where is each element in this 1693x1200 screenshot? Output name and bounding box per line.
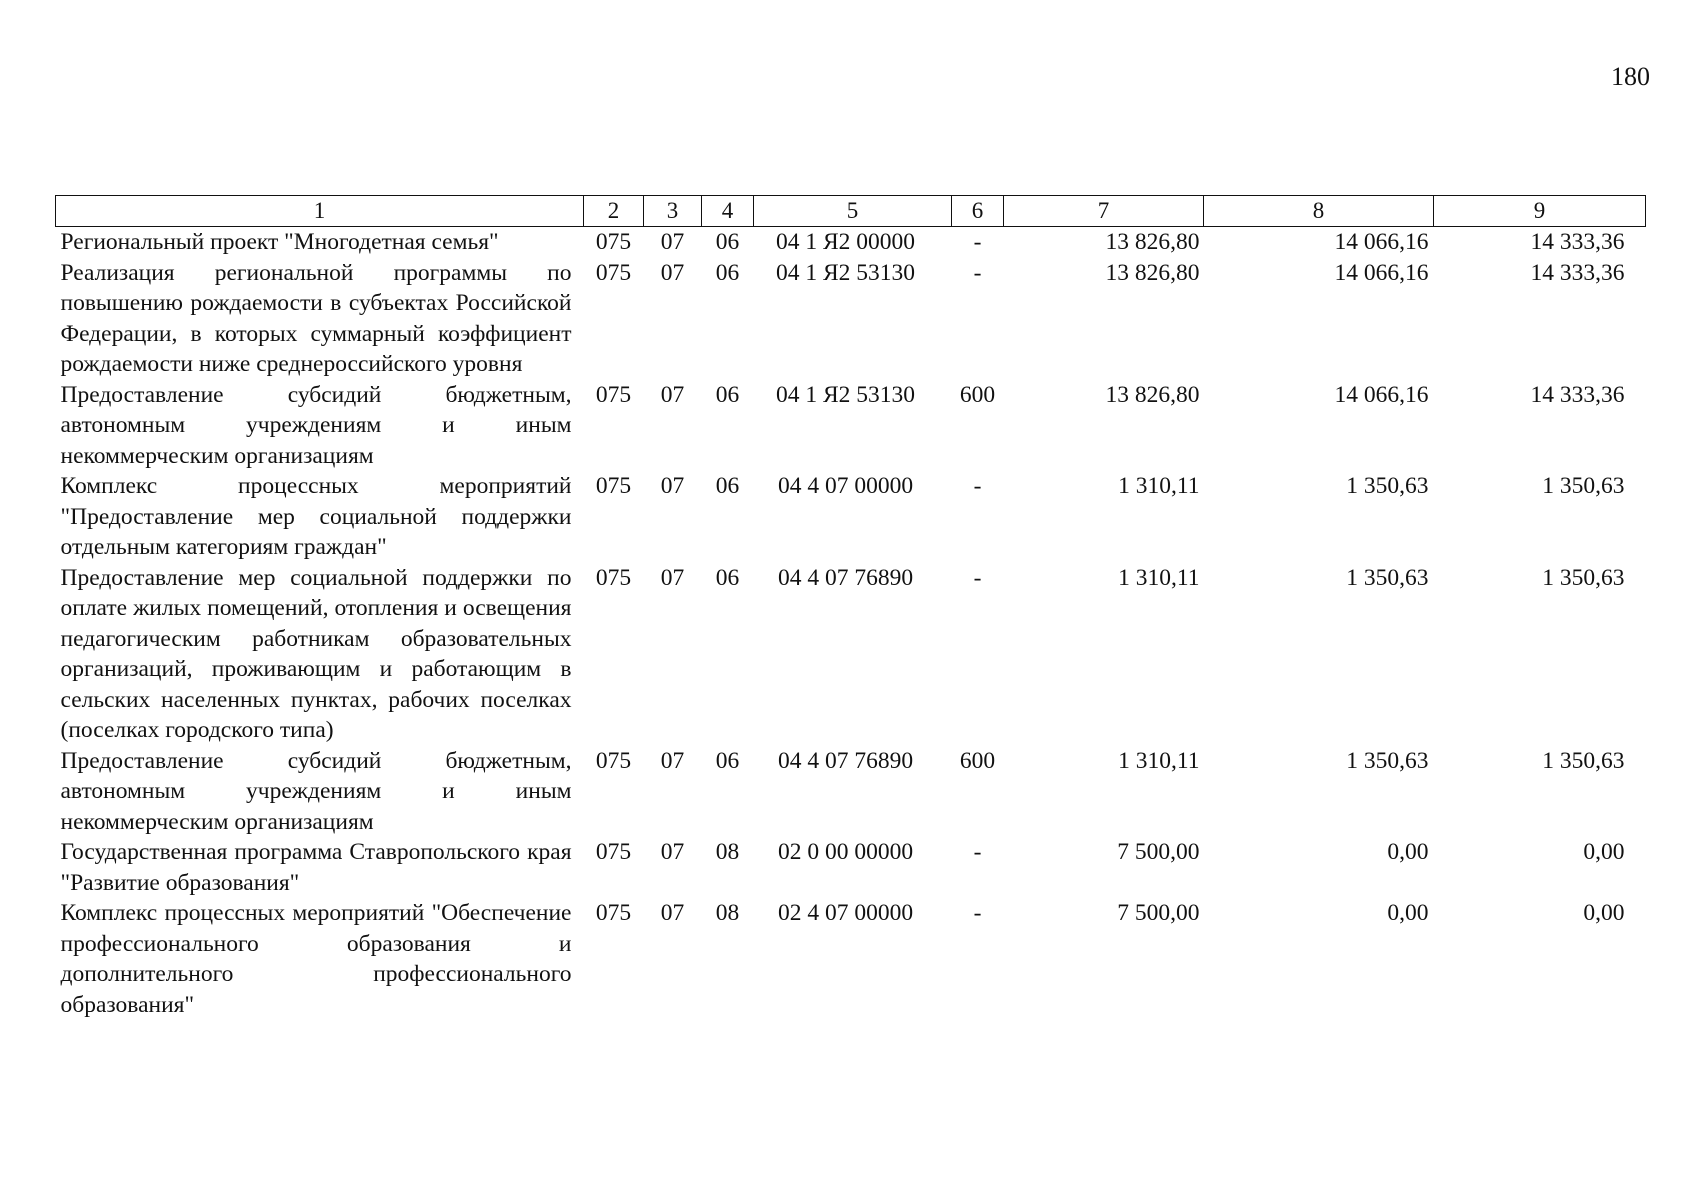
cell-section: 07 xyxy=(660,564,685,591)
cell-amount-col8: 1 350,63 xyxy=(1346,564,1429,591)
column-header-4: 4 xyxy=(702,196,754,227)
cell-target-article: 02 4 07 00000 xyxy=(777,900,914,926)
cell-subsection: 08 xyxy=(715,839,740,865)
cell-expense-type: - xyxy=(973,229,982,255)
cell-subsection: 06 xyxy=(715,381,740,408)
cell-expense-type: 600 xyxy=(959,381,996,408)
cell-target-article: 04 4 07 76890 xyxy=(777,747,914,774)
table-row xyxy=(56,563,1646,746)
row-name: Предоставление мер социальной поддержки по оплате жилых помещений, отопления и освещения педагогическим работникам образовательных организаций, проживающим и работающим в сельских населенных пунктах, рабочих поселках (поселках городского типа) xyxy=(60,564,572,743)
cell-amount-col9: 14 333,36 xyxy=(1530,229,1625,255)
table-row xyxy=(56,837,1646,898)
cell-subsection: 06 xyxy=(715,259,740,286)
cell-expense-type: - xyxy=(973,839,982,865)
cell-amount-col8: 0,00 xyxy=(1387,900,1429,926)
page-number: 180 xyxy=(1611,62,1650,91)
cell-amount-col8: 14 066,16 xyxy=(1334,259,1429,286)
cell-amount-col8: 14 066,16 xyxy=(1334,381,1429,408)
cell-amount-col8: 0,00 xyxy=(1387,839,1429,865)
cell-admin-code: 075 xyxy=(595,259,632,286)
cell-amount-col9: 1 350,63 xyxy=(1542,564,1625,591)
row-name: Предоставление субсидий бюджетным, автономным учреждениям и иным некоммерческим организациям xyxy=(60,747,572,835)
cell-amount-col8: 14 066,16 xyxy=(1334,229,1429,255)
cell-admin-code: 075 xyxy=(595,747,632,774)
cell-admin-code: 075 xyxy=(595,839,632,865)
cell-admin-code: 075 xyxy=(595,381,632,408)
cell-amount-col7: 1 310,11 xyxy=(1118,473,1200,499)
cell-amount-col8: 1 350,63 xyxy=(1346,747,1429,774)
cell-section: 07 xyxy=(660,839,685,865)
column-header-9: 9 xyxy=(1434,196,1646,227)
cell-section: 07 xyxy=(660,381,685,408)
cell-amount-col9: 1 350,63 xyxy=(1542,747,1625,774)
cell-admin-code: 075 xyxy=(595,900,632,926)
cell-amount-col8: 1 350,63 xyxy=(1346,473,1429,499)
row-name: Предоставление субсидий бюджетным, автономным учреждениям и иным некоммерческим организациям xyxy=(60,381,572,469)
cell-subsection: 06 xyxy=(715,747,740,774)
cell-section: 07 xyxy=(660,473,685,499)
cell-section: 07 xyxy=(660,900,685,926)
row-name: Государственная программа Ставропольского края "Развитие образования" xyxy=(60,839,572,896)
table-row xyxy=(56,746,1646,838)
cell-subsection: 06 xyxy=(715,564,740,591)
cell-expense-type: - xyxy=(973,900,982,926)
cell-target-article: 04 4 07 00000 xyxy=(777,473,914,499)
cell-subsection: 06 xyxy=(715,473,740,499)
cell-amount-col9: 14 333,36 xyxy=(1530,381,1625,408)
budget-table xyxy=(55,195,1646,1020)
cell-amount-col7: 1 310,11 xyxy=(1118,564,1200,591)
cell-admin-code: 075 xyxy=(595,473,632,499)
cell-target-article: 04 1 Я2 53130 xyxy=(775,381,916,408)
cell-section: 07 xyxy=(660,747,685,774)
table-row xyxy=(56,258,1646,380)
cell-target-article: 02 0 00 00000 xyxy=(777,839,914,865)
table-body xyxy=(56,227,1646,1021)
cell-expense-type: - xyxy=(973,473,982,499)
cell-admin-code: 075 xyxy=(595,564,632,591)
column-header-8: 8 xyxy=(1204,196,1434,227)
table-row xyxy=(56,898,1646,1020)
column-header-3: 3 xyxy=(644,196,702,227)
cell-expense-type: - xyxy=(973,259,982,286)
table-row xyxy=(56,471,1646,563)
cell-amount-col7: 13 826,80 xyxy=(1105,259,1200,286)
row-name: Комплекс процессных мероприятий "Предоставление мер социальной поддержки отдельным категориям граждан" xyxy=(60,473,572,560)
cell-amount-col9: 0,00 xyxy=(1583,900,1625,926)
table-row xyxy=(56,380,1646,472)
column-header-2: 2 xyxy=(584,196,644,227)
cell-amount-col9: 0,00 xyxy=(1583,839,1625,865)
cell-section: 07 xyxy=(660,229,685,255)
cell-expense-type: - xyxy=(973,564,982,591)
table-row xyxy=(56,227,1646,258)
cell-amount-col9: 1 350,63 xyxy=(1542,473,1625,499)
cell-target-article: 04 4 07 76890 xyxy=(777,564,914,591)
column-header-1: 1 xyxy=(56,196,584,227)
cell-amount-col7: 13 826,80 xyxy=(1105,229,1200,255)
cell-amount-col9: 14 333,36 xyxy=(1530,259,1625,286)
cell-subsection: 08 xyxy=(715,900,740,926)
cell-amount-col7: 7 500,00 xyxy=(1117,900,1200,926)
row-name: Комплекс процессных мероприятий "Обеспечение профессионального образования и дополнительного профессионального образования" xyxy=(60,900,572,1018)
row-name: Реализация региональной программы по повышению рождаемости в субъектах Российской Федерации, в которых суммарный коэффициент рождаемости ниже среднероссийского уровня xyxy=(60,259,572,377)
cell-expense-type: 600 xyxy=(959,747,996,774)
cell-section: 07 xyxy=(660,259,685,286)
header-row xyxy=(56,196,1646,227)
row-name: Региональный проект "Многодетная семья" xyxy=(60,229,499,255)
column-header-6: 6 xyxy=(952,196,1004,227)
cell-amount-col7: 7 500,00 xyxy=(1117,839,1200,865)
cell-target-article: 04 1 Я2 00000 xyxy=(775,229,916,255)
cell-subsection: 06 xyxy=(715,229,740,255)
cell-admin-code: 075 xyxy=(595,229,632,255)
column-header-7: 7 xyxy=(1004,196,1204,227)
column-header-5: 5 xyxy=(754,196,952,227)
cell-target-article: 04 1 Я2 53130 xyxy=(775,259,916,286)
table-header xyxy=(56,196,1646,227)
cell-amount-col7: 13 826,80 xyxy=(1105,381,1200,408)
cell-amount-col7: 1 310,11 xyxy=(1118,747,1200,774)
